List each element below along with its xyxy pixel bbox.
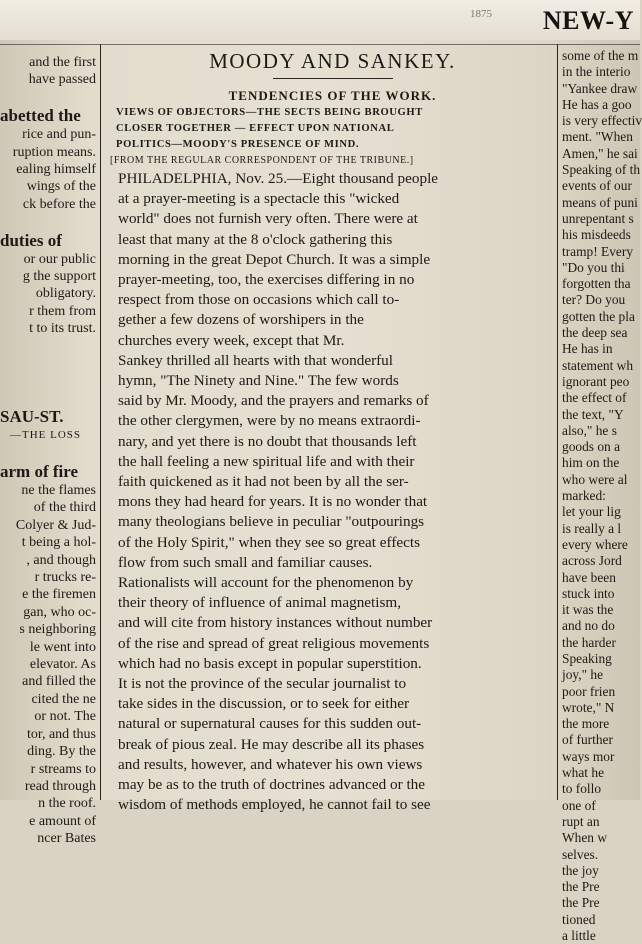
issue-year: 1875: [470, 8, 492, 20]
right-column-line-2: in the interio: [562, 64, 631, 80]
right-column-line-7: Amen," he sai: [562, 145, 638, 161]
left-column-line-17: [0, 338, 96, 355]
right-column-line-40: joy," he: [562, 667, 604, 683]
left-column-line-36: and filled the: [22, 674, 96, 690]
left-column-line-24: arm of fire: [0, 462, 79, 482]
right-column-line-48: one of: [562, 797, 596, 813]
body-line-26: It is not the province of the secular journalist to: [118, 675, 407, 693]
right-column-line-23: the text, "Y: [562, 406, 624, 422]
right-column-line-14: "Do you thi: [562, 259, 625, 275]
right-column-line-56: a little: [562, 928, 596, 944]
right-column-line-30: is really a l: [562, 520, 622, 536]
right-column: [562, 48, 640, 944]
right-column-line-39: Speaking: [562, 650, 612, 666]
left-column-line-12: or our public: [23, 251, 96, 267]
left-column-line-30: r trucks re-: [34, 570, 96, 586]
left-column-line-29: , and though: [26, 552, 96, 568]
right-column-line-9: events of our: [562, 178, 632, 194]
right-column-line-42: wrote," N: [562, 699, 615, 715]
body-line-20: flow from such small and familiar causes.: [118, 553, 373, 571]
body-line-5: morning in the great Depot Church. It was a simple: [118, 250, 431, 268]
body-line-1: PHILADELPHIA, Nov. 25.—Eight thousand people: [118, 170, 439, 187]
body-line-22: their theory of influence of animal magnetism,: [118, 594, 401, 612]
left-column-line-32: gan, who oc-: [23, 604, 96, 620]
right-column-line-34: stuck into: [562, 585, 615, 601]
right-column-line-31: every where: [562, 536, 628, 552]
body-line-29: break of pious zeal. He may describe all its phases: [118, 735, 425, 753]
right-column-line-35: it was the: [562, 602, 614, 618]
right-column-line-6: ment. "When: [562, 129, 633, 145]
body-line-14: nary, and yet there is no doubt that thousands left: [118, 432, 417, 450]
left-column-line-21: SAU-ST.: [0, 407, 64, 427]
body-line-19: of the Holy Spirit," when they see so great effects: [118, 533, 420, 551]
right-column-line-27: who were al: [562, 471, 628, 487]
left-column-line-4: abetted the: [0, 106, 81, 126]
body-line-2: at a prayer-meeting is a spectacle this "wicked: [118, 190, 400, 208]
right-column-line-1: some of the m: [562, 48, 639, 63]
left-column-line-8: wings of the: [26, 179, 96, 195]
left-column-line-11: duties of: [0, 230, 62, 250]
right-column-line-33: have been: [562, 569, 616, 585]
column-rule-right: [557, 44, 558, 800]
right-column-line-11: unrepentant s: [562, 210, 634, 226]
article-headline: MOODY AND SANKEY.: [209, 49, 456, 73]
left-column-line-22: —THE LOSS: [10, 429, 82, 442]
body-line-6: prayer-meeting, too, the exercises differing in no: [118, 271, 415, 289]
right-column-line-50: When w: [562, 830, 607, 846]
body-line-8: gether a few dozens of worshipers in the: [118, 311, 364, 329]
body-line-28: natural or supernatural causes for this sudden out-: [118, 715, 422, 733]
right-column-line-5: is very effectiv: [562, 113, 642, 129]
left-column-line-2: have passed: [28, 72, 96, 88]
right-column-line-46: what he: [562, 765, 605, 781]
right-column-line-26: him on the: [562, 455, 620, 471]
left-column-line-7: ealing himself: [16, 162, 96, 178]
deck-line-1: VIEWS OF OBJECTORS—THE SECTS BEING BROUGHT: [116, 107, 423, 118]
left-column-line-41: r streams to: [30, 761, 96, 777]
left-column-line-1: and the first: [29, 55, 96, 70]
left-column-line-39: tor, and thus: [26, 726, 96, 742]
left-column-line-37: cited the ne: [31, 691, 96, 707]
masthead-title: NEW-Y: [542, 6, 634, 35]
right-column-line-20: statement wh: [562, 357, 634, 373]
body-line-10: Sankey thrilled all hearts with that wonderful: [118, 351, 393, 369]
body-line-9: churches every week, except that Mr.: [118, 331, 345, 349]
left-column-line-34: le went into: [29, 639, 96, 655]
body-line-12: said by Mr. Moody, and the prayers and remarks of: [118, 392, 429, 410]
article-deck: [110, 105, 555, 153]
body-line-25: which had no basis except in popular superstition.: [118, 654, 422, 672]
left-column: [0, 54, 96, 848]
left-column-line-15: r them from: [29, 303, 96, 319]
right-column-line-52: the joy: [562, 862, 599, 878]
left-column-line-6: ruption means.: [12, 144, 96, 160]
body-line-18: many theologians believe in peculiar "outpourings: [118, 513, 425, 531]
right-column-line-37: the harder: [562, 634, 616, 650]
right-column-line-4: He has a goo: [562, 96, 632, 112]
right-column-line-28: marked:: [562, 488, 606, 504]
left-column-line-3: [0, 89, 96, 106]
right-column-line-25: goods on a: [562, 439, 621, 455]
left-column-line-18: [0, 355, 96, 372]
body-line-11: hymn, "The Ninety and Nine." The few words: [118, 372, 399, 390]
right-column-line-29: let your lig: [562, 504, 621, 520]
right-column-line-17: gotten the pla: [562, 308, 635, 324]
left-column-line-20: [0, 390, 96, 407]
right-column-line-22: the effect of: [562, 390, 627, 406]
left-column-line-28: t being a hol-: [21, 535, 96, 551]
body-line-30: and results, however, and whatever his own views: [118, 755, 423, 773]
right-column-line-18: the deep sea: [562, 325, 628, 341]
right-column-line-45: ways mor: [562, 748, 615, 764]
body-line-16: faith quickened as it had not been by all the ser-: [118, 473, 409, 491]
article-column: [110, 46, 555, 816]
right-column-line-55: tioned: [562, 911, 596, 927]
right-column-line-15: forgotten tha: [562, 276, 631, 292]
left-column-line-42: read through: [24, 778, 96, 794]
right-column-line-21: ignorant peo: [562, 373, 630, 389]
left-column-line-10: [0, 213, 96, 230]
body-line-27: take sides in the discussion, or to seek for either: [118, 695, 410, 713]
left-column-line-19: [0, 372, 96, 389]
article-subhead: TENDENCIES OF THE WORK.: [228, 88, 437, 103]
body-line-24: of the rise and spread of great religious movements: [118, 634, 430, 652]
left-column-line-9: ck before the: [22, 196, 96, 212]
left-column-line-27: Colyer & Jud-: [15, 517, 96, 533]
right-column-line-16: ter? Do you: [562, 292, 626, 308]
deck-line-3: POLITICS—MOODY'S PRESENCE OF MIND.: [116, 139, 360, 150]
left-column-line-33: s neighboring: [19, 622, 96, 638]
body-line-32: wisdom of methods employed, he cannot fail to see: [118, 796, 431, 814]
left-column-line-5: rice and pun-: [22, 127, 96, 143]
body-line-7: respect from those on occasions which call to-: [118, 291, 400, 309]
right-column-line-51: selves.: [562, 846, 599, 862]
right-column-line-24: also," he s: [562, 422, 617, 438]
left-column-line-25: ne the flames: [21, 483, 96, 499]
right-column-line-53: the Pre: [562, 879, 600, 895]
left-column-line-45: ncer Bates: [37, 831, 96, 847]
right-column-line-54: the Pre: [562, 895, 600, 911]
left-column-line-31: e the firemen: [22, 587, 96, 603]
deck-line-2: CLOSER TOGETHER — EFFECT UPON NATIONAL: [116, 123, 395, 134]
left-column-line-13: g the support: [22, 269, 96, 285]
body-line-15: the hall feeling a new spiritual life and with their: [118, 452, 415, 470]
right-column-line-12: his misdeeds: [562, 227, 631, 243]
right-column-line-13: tramp! Every: [562, 243, 634, 259]
column-rule-left: [100, 44, 101, 800]
right-column-line-41: poor frien: [562, 683, 616, 699]
right-column-line-19: He has in: [562, 341, 613, 357]
right-column-line-8: Speaking of th: [562, 162, 641, 178]
right-column-line-44: of further: [562, 732, 613, 748]
body-line-23: and will cite from history instances without number: [118, 614, 433, 632]
left-column-line-38: or not. The: [34, 709, 96, 725]
left-column-line-35: elevator. As: [29, 657, 96, 673]
right-column-line-43: the more: [562, 716, 610, 732]
right-column-line-49: rupt an: [562, 813, 600, 829]
left-column-line-44: e amount of: [29, 813, 96, 829]
body-line-13: the other clergymen, were by no means extraordi-: [118, 412, 421, 430]
header-rule: [0, 44, 640, 45]
article-body: [110, 169, 555, 816]
body-line-3: world" does not furnish very often. There were at: [118, 210, 418, 228]
left-column-line-23: [0, 445, 96, 462]
right-column-line-32: across Jord: [562, 553, 622, 569]
left-column-line-16: t to its trust.: [29, 321, 96, 337]
body-line-4: least that many at the 8 o'clock gathering this: [118, 230, 393, 248]
right-column-line-36: and no do: [562, 618, 615, 634]
right-column-line-47: to follo: [562, 781, 602, 797]
headline-divider: [273, 78, 393, 79]
correspondent-line: [FROM THE REGULAR CORRESPONDENT OF THE TRIBUNE.]: [110, 155, 414, 166]
body-line-17: mons they had heard for years. It is no wonder that: [118, 493, 428, 511]
left-column-line-40: ding. By the: [27, 744, 96, 760]
body-line-31: may be as to the truth of doctrines advanced or the: [118, 776, 426, 794]
right-column-line-10: means of puni: [562, 194, 638, 210]
left-column-line-43: n the roof.: [38, 796, 96, 812]
right-column-line-3: "Yankee draw: [562, 80, 638, 96]
left-column-line-26: of the third: [33, 500, 96, 516]
left-column-line-14: obligatory.: [35, 286, 96, 302]
body-line-21: Rationalists will account for the phenomenon by: [118, 574, 414, 592]
